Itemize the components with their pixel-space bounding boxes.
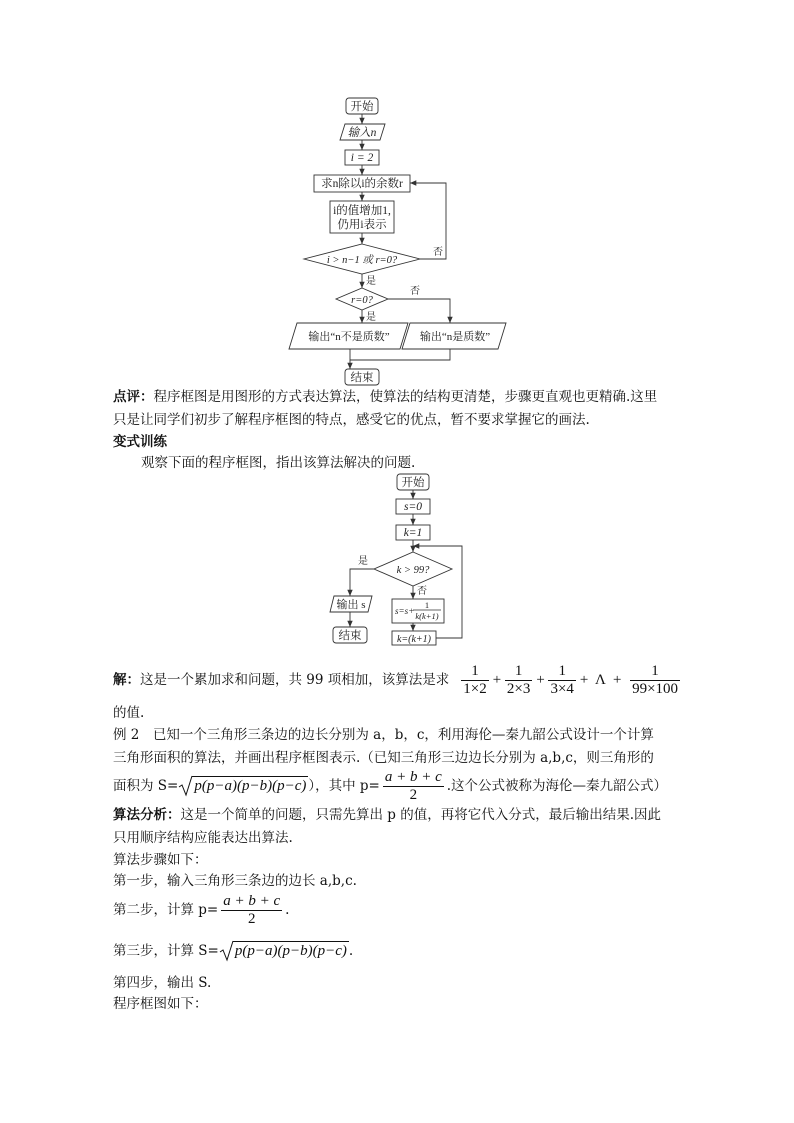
solution-tail: 的值.: [113, 705, 145, 721]
example2-p-num: a + b + c: [384, 768, 442, 785]
step-4: 第四步，输出 S.: [113, 975, 212, 991]
fc1-no-label-2: 否: [410, 286, 420, 297]
fc2-k1: k=1: [403, 527, 423, 539]
comment-line-2: 只是让同学们初步了解程序框图的特点，感受它的优点，暂不要求掌握它的画法.: [113, 412, 590, 428]
solution-text: 这是一个累加求和问题，共 99 项相加，该算法是求: [140, 672, 450, 688]
plus-2: +: [535, 672, 546, 688]
comment-line-1: [113, 386, 657, 408]
fc1-output-not-prime: 输出“n不是质数”: [308, 331, 390, 343]
fc2-k-increment: k=(k+1): [396, 634, 432, 645]
analysis-label: 算法分析：: [113, 807, 181, 823]
step-2-num: a + b + c: [223, 892, 281, 909]
step-3-radicand: p(p−a)(p−b)(p−c): [234, 943, 347, 959]
fc2-update: s=s+: [395, 606, 415, 616]
fc2-no-label: 否: [417, 586, 427, 597]
primality-flowchart: [280, 90, 520, 390]
fc1-yes-label-2: 是: [366, 312, 376, 323]
example2-p-fraction: [383, 769, 444, 804]
example2-line-3: [113, 766, 667, 806]
fc2-start: 开始: [401, 477, 425, 489]
fc1-start: 开始: [350, 101, 374, 113]
fc2-end: 结束: [338, 630, 362, 642]
fc2-yes-label: 是: [358, 556, 368, 567]
step-3: [113, 938, 353, 964]
example2-p-den: 2: [409, 786, 418, 803]
step-2: [113, 890, 289, 930]
exercise-title-text: 变式训练: [113, 434, 167, 450]
solution-line: [113, 658, 683, 702]
ellipsis: Λ: [595, 672, 606, 688]
fc1-yes-label-1: 是: [366, 276, 376, 287]
plus-4: +: [611, 672, 623, 688]
solution-term-1: [461, 663, 488, 698]
fc1-increment-line1: i的值增加1,: [333, 205, 391, 217]
term-3-num: 1: [548, 663, 575, 681]
step-2-tail: .: [285, 902, 290, 918]
step-1: 第一步，输入三角形三条边的边长 a,b,c.: [113, 873, 357, 889]
comment-text-1: 程序框图是用图形的方式表达算法，使算法的结构更清楚，步骤更直观也更精确.这里: [153, 389, 658, 405]
plus-3: +: [578, 672, 590, 688]
fc1-end: 结束: [350, 372, 374, 384]
term-last-den: 99×100: [632, 680, 679, 697]
comment-label: 点评：: [113, 389, 154, 405]
step-3-tail: .: [348, 943, 354, 959]
steps-intro: 算法步骤如下：: [113, 852, 208, 868]
term-2-num: 1: [505, 663, 532, 681]
solution-label: 解：: [113, 672, 140, 688]
fc1-no-label-1: 否: [433, 247, 443, 258]
example2-area-label: 面积为 S=: [113, 778, 179, 794]
fc2-update-den: k(k+1): [415, 611, 439, 621]
fc1-condition: i > n−1 或 r=0?: [326, 255, 398, 266]
term-last-num: 1: [630, 663, 680, 681]
step-3-text: 第三步，计算 S=: [113, 943, 219, 959]
fc1-output-prime: 输出“n是质数”: [419, 331, 491, 343]
step-2-fraction: [221, 893, 282, 928]
analysis-line-1: [113, 804, 661, 826]
fc2-update-num: 1: [424, 600, 430, 610]
fc2-s0: s=0: [404, 501, 422, 513]
example2-radicand: p(p−a)(p−b)(p−c): [194, 778, 307, 794]
term-1-den: 1×2: [463, 680, 487, 697]
example2-line-1: 例 2 已知一个三角形三条边的边长分别为 a，b，c，利用海伦—秦九韶公式设计一个计算: [113, 727, 654, 743]
fc1-increment-line2: 仍用i表示: [337, 219, 387, 231]
step-3-sqrt: [219, 940, 349, 962]
analysis-line-2: 只用顺序结构应能表达出算法.: [113, 830, 293, 846]
term-1-num: 1: [461, 663, 488, 681]
term-2-den: 2×3: [506, 680, 531, 697]
analysis-text-1: 这是一个简单的问题，只需先算出 p 的值，再将它代入分式，最后输出结果.因此: [180, 807, 662, 823]
summation-flowchart: [320, 470, 480, 650]
plus-1: +: [491, 672, 502, 688]
term-3-den: 3×4: [550, 680, 574, 697]
exercise-title: [113, 431, 167, 453]
solution-term-2: [505, 663, 532, 698]
fc2-output: 输出 s: [336, 599, 366, 611]
solution-term-last: [630, 663, 680, 698]
example2-sqrt: [178, 775, 308, 797]
step-5: 程序框图如下：: [113, 996, 208, 1012]
fc1-condition-2: r=0?: [351, 295, 373, 306]
example2-where: ），其中 p=: [308, 778, 380, 794]
step-2-den: 2: [247, 910, 256, 927]
fc1-input: 输入n: [347, 127, 377, 139]
fc1-init: i = 2: [350, 152, 374, 164]
step-2-text: 第二步，计算 p=: [113, 902, 219, 918]
fc2-condition: k > 99?: [396, 565, 430, 576]
solution-term-3: [548, 663, 575, 698]
fc1-remainder: 求n除以i的余数r: [321, 178, 403, 190]
example2-tail: .这个公式被称为海伦—秦九韶公式）: [446, 778, 668, 794]
exercise-question: 观察下面的程序框图，指出该算法解决的问题.: [141, 455, 416, 471]
example2-line-2: 三角形面积的算法，并画出程序框图表示.（已知三角形三边边长分别为 a,b,c，则三角形的: [113, 750, 654, 766]
